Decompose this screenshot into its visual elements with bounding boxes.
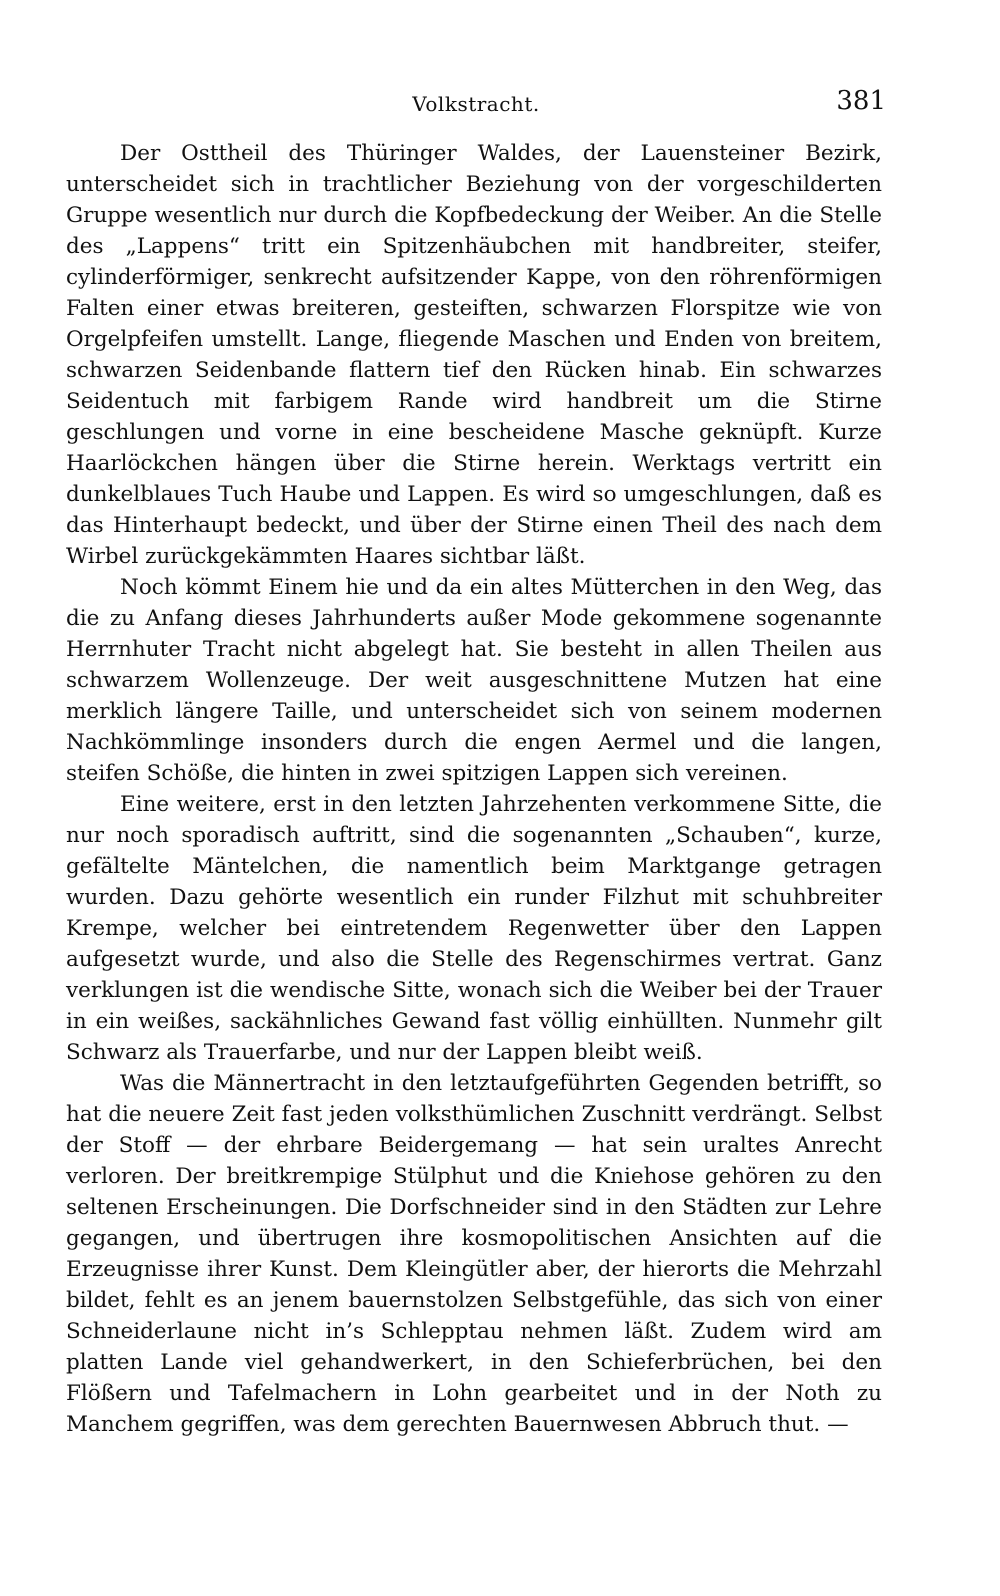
- paragraph: Noch kömmt Einem hie und da ein altes Mütterchen in den Weg, das die zu Anfang dieses Jahrhunderts außer Mode gekommene sogenannte Herrnhuter Tracht nicht abgelegt hat. Sie besteht in allen Theilen aus schwarzem Wollenzeuge. Der weit ausgeschnittene Mutzen hat eine merklich längere Taille, und unterscheidet sich von seinem modernen Nachkömmlinge insonders durch die engen Aermel und die langen, steifen Schöße, die hinten in zwei spitzigen Lappen sich vereinen.: [66, 575, 882, 786]
- paragraph: Der Osttheil des Thüringer Waldes, der Lauensteiner Bezirk, unterscheidet sich in trachtlicher Beziehung von der vorgeschilderten Gruppe wesentlich nur durch die Kopfbedeckung der Weiber. An die Stelle des „Lappens“ tritt ein Spitzenhäubchen mit handbreiter, steifer, cylinderförmiger, senkrecht aufsitzender Kappe, von den röhrenförmigen Falten einer etwas breiteren, gesteiften, schwarzen Florspitze wie von Orgelpfeifen umstellt. Lange, fliegende Maschen und Enden von breitem, schwarzen Seidenbande flattern tief den Rücken hinab. Ein schwarzes Seidentuch mit farbigem Rande wird handbreit um die Stirne geschlungen und vorne in eine bescheidene Masche geknüpft. Kurze Haarlöckchen hängen über die Stirne herein. Werktags vertritt ein dunkelblaues Tuch Haube und Lappen. Es wird so umgeschlungen, daß es das Hinterhaupt bedeckt, und über der Stirne einen Theil des nach dem Wirbel zurückgekämmten Haares sichtbar läßt.: [66, 141, 882, 569]
- running-head: [66, 86, 886, 122]
- body-text: [66, 138, 882, 1440]
- paragraph: Was die Männertracht in den letztaufgeführten Gegenden betrifft, so hat die neuere Zeit fast jeden volksthümlichen Zuschnitt verdrängt. Selbst der Stoff — der ehrbare Beidergemang — hat sein uraltes Anrecht verloren. Der breitkrempige Stülphut und die Kniehose gehören zu den seltenen Erscheinungen. Die Dorfschneider sind in den Städten zur Lehre gegangen, und übertrugen ihre kosmopolitischen Ansichten auf die Erzeugnisse ihrer Kunst. Dem Kleingütler aber, der hierorts die Mehrzahl bildet, fehlt es an jenem bauernstolzen Selbstgefühle, das sich von einer Schneiderlaune nicht in’s Schlepptau nehmen läßt. Zudem wird am platten Lande viel gehandwerkert, in den Schieferbrüchen, bei den Flößern und Tafelmachern in Lohn gearbeitet und in der Noth zu Manchem gegriffen, was dem gerechten Bauernwesen Abbruch thut. —: [66, 1071, 882, 1437]
- paragraph: Eine weitere, erst in den letzten Jahrzehenten verkommene Sitte, die nur noch sporadisch auftritt, sind die sogenannten „Schauben“, kurze, gefältelte Mäntelchen, die namentlich beim Marktgange getragen wurden. Dazu gehörte wesentlich ein runder Filzhut mit schuhbreiter Krempe, welcher bei eintretendem Regenwetter über den Lappen aufgesetzt wurde, und also die Stelle des Regenschirmes vertrat. Ganz verklungen ist die wendische Sitte, wonach sich die Weiber bei der Trauer in ein weißes, sackähnliches Gewand fast völlig einhüllten. Nunmehr gilt Schwarz als Trauerfarbe, und nur der Lappen bleibt weiß.: [66, 792, 882, 1065]
- running-title: Volkstracht.: [412, 92, 540, 116]
- page-number: 381: [836, 86, 886, 116]
